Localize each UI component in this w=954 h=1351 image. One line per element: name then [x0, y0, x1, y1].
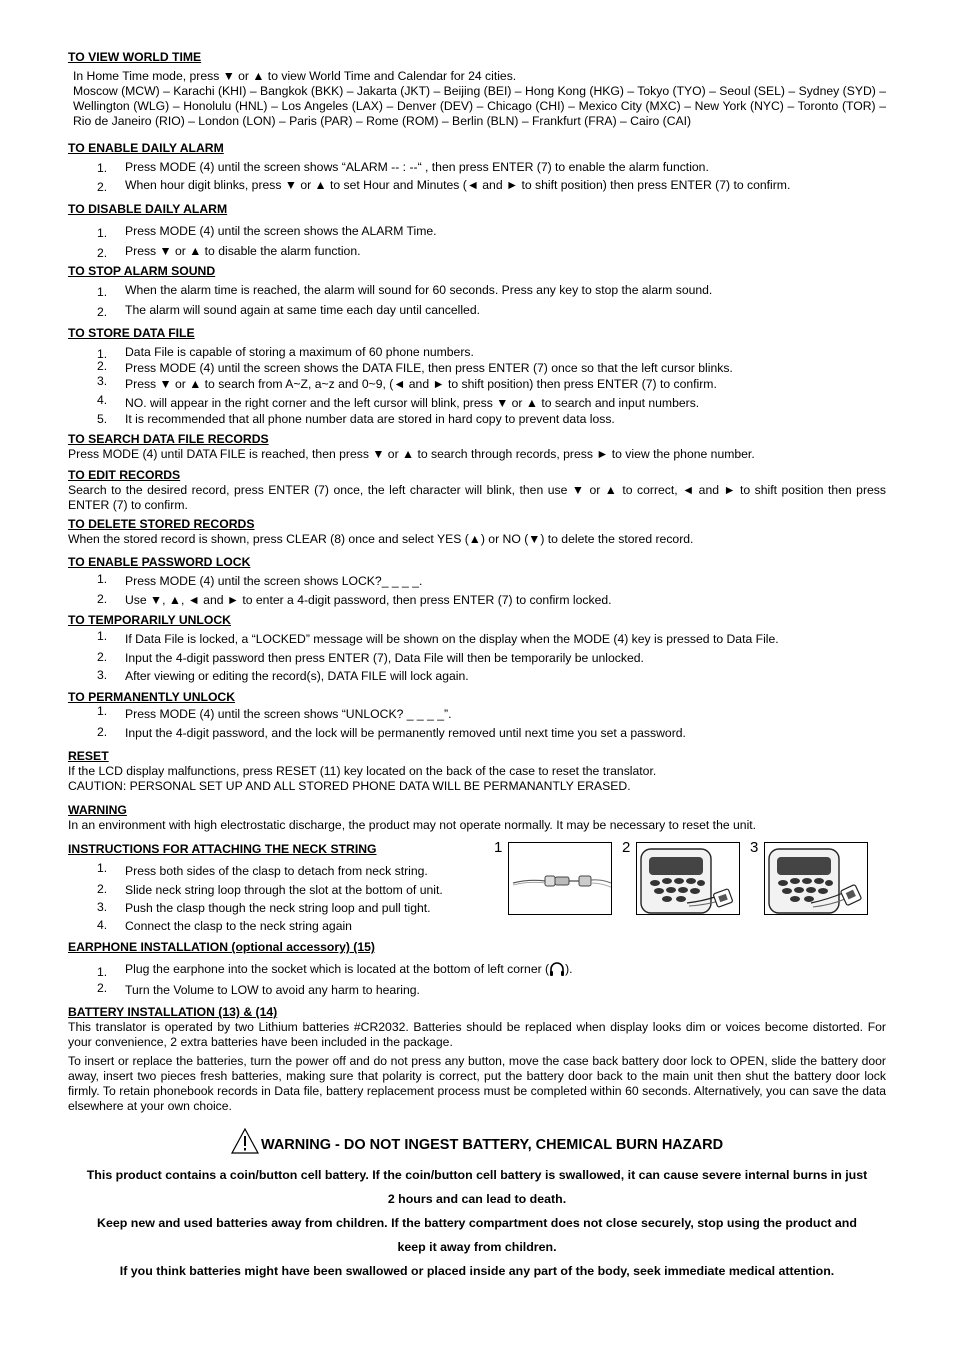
heading-neck-string: INSTRUCTIONS FOR ATTACHING THE NECK STRING [68, 842, 377, 856]
headphone-icon [549, 961, 565, 981]
section-stop-alarm [68, 264, 886, 318]
hazard-line-2: 2 hours and can lead to death. [387, 1192, 567, 1206]
world-time-intro: In Home Time mode, press ▼ or ▲ to view World Time and Calendar for 24 cities. [73, 69, 517, 83]
figure-3 [752, 840, 856, 913]
list-item: 5. It is recommended that all phone number data are stored in hard copy to prevent data loss. [97, 412, 615, 426]
list-item: 1. Press MODE (4) until the screen shows “UNLOCK? _ _ _ _”. [97, 704, 452, 721]
section-world-time [68, 50, 886, 129]
hazard-line-4: keep it away from children. [397, 1240, 557, 1254]
section-neck-string [68, 839, 886, 934]
list-item: 2. Slide neck string loop through the slot at the bottom of unit. [97, 882, 443, 897]
figure-2 [624, 840, 728, 913]
section-reset [68, 749, 886, 794]
battery-para-1: This translator is operated by two Lithium batteries #CR2032. Batteries should be replaced when display looks dim or voices become distorted. For your convenience, 2 extra batteries have been included in the package. [68, 1020, 886, 1049]
section-hazard [68, 1128, 886, 1283]
temp-unlock-steps [68, 631, 886, 684]
heading-enable-alarm: TO ENABLE DAILY ALARM [68, 141, 224, 155]
list-item: 1. Press MODE (4) until the screen shows the ALARM Time. [97, 224, 437, 240]
heading-store-data: TO STORE DATA FILE [68, 326, 195, 340]
list-item: 4. Connect the clasp to the neck string again [97, 918, 352, 933]
section-edit-records [68, 468, 886, 513]
delete-records-text: When the stored record is shown, press CLEAR (8) once and select YES (▲) or NO (▼) to delete the stored record. [68, 532, 694, 546]
list-item: 2. The alarm will sound again at same time each day until cancelled. [97, 303, 480, 319]
reset-text: If the LCD display malfunctions, press RESET (11) key located on the back of the case to reset the translator. [68, 764, 657, 778]
device-slot-illustration [637, 843, 740, 915]
section-warning [68, 803, 886, 833]
section-battery [68, 1005, 886, 1114]
section-search-records [68, 432, 886, 462]
neck-string-steps [68, 863, 508, 934]
neck-string-figures [494, 839, 886, 918]
hazard-title-row [68, 1128, 886, 1163]
search-records-text: Press MODE (4) until DATA FILE is reached, then press ▼ or ▲ to search through records, press ► to view the phone number. [68, 447, 755, 461]
list-item: 2. Press ▼ or ▲ to disable the alarm function. [97, 244, 361, 260]
section-earphone [68, 940, 886, 998]
stop-alarm-steps [68, 282, 886, 318]
battery-para-2: To insert or replace the batteries, turn the power off and do not press any button, move the case back battery door lock to OPEN, slide the battery door away, insert two pieces fresh batteries, making sure that polarity is correct, put the battery door back to the main unit then shut the battery door lock firmly. To retain phonebook records in Data file, battery replacement process must be completed within 60 seconds. Alternatively, you can save the data elsewhere at your own choice. [68, 1054, 886, 1113]
heading-earphone: EARPHONE INSTALLATION (optional accessory) (15) [68, 940, 375, 954]
list-item: 3. Push the clasp though the neck string loop and pull tight. [97, 900, 431, 915]
section-delete-records [68, 517, 886, 547]
list-item: 2. Input the 4-digit password then press ENTER (7), Data File will then be temporarily be unlocked. [97, 650, 644, 665]
heading-perm-unlock: TO PERMANENTLY UNLOCK [68, 690, 236, 704]
heading-battery: BATTERY INSTALLATION (13) & (14) [68, 1005, 278, 1019]
world-time-cities: Moscow (MCW) – Karachi (KHI) – Bangkok (BKK) – Jakarta (JKT) – Beijing (BEI) – Hong Kong (HKG) – Tokyo (TYO) – Seoul (SEL) – Sydney (SYD) – Wellington (WLG) – Honolulu (HNL) – Los Angeles (LAX) – Denver (DEV) – Chicago (CHI) – Mexico City (MXC) – New York (NYC) – Toronto (TOR) – Rio de Janeiro (RIO) – London (LON) – Paris (PAR) – Rome (ROM) – Berlin (BLN) – Frankfurt (FRA) – Cairo (CAI) [73, 84, 886, 128]
list-item: 3. Press ▼ or ▲ to search from A~Z, a~z and 0~9, (◄ and ► to shift position) then press ENTER (7) to confirm. [97, 374, 717, 391]
list-item: 2. Turn the Volume to LOW to avoid any harm to hearing. [97, 981, 420, 997]
reset-caution: CAUTION: PERSONAL SET UP AND ALL STORED PHONE DATA WILL BE PERMANANTLY ERASED. [68, 779, 631, 793]
hazard-title: WARNING - DO NOT INGEST BATTERY, CHEMICAL BURN HAZARD [260, 1137, 724, 1153]
hazard-line-1: This product contains a coin/button cell battery. If the coin/button cell battery is swallowed, it can cause severe internal burns in just [86, 1168, 868, 1182]
perm-unlock-steps [68, 706, 886, 741]
clasp-illustration [509, 843, 612, 915]
heading-stop-alarm: TO STOP ALARM SOUND [68, 264, 216, 278]
list-item: 2. Input the 4-digit password, and the lock will be permanently removed until next time you set a password. [97, 725, 686, 740]
list-item: 2. Press MODE (4) until the screen shows the DATA FILE, then press ENTER (7) once so that the left cursor blinks. [97, 359, 733, 375]
section-password-lock [68, 555, 886, 608]
device-clasp-illustration [765, 843, 868, 915]
earphone-steps [68, 961, 886, 998]
edit-records-text: Search to the desired record, press ENTER (7) once, the left character will blink, then use ▼ or ▲ to correct, ◄ and ► to shift position then press ENTER (7) to confirm. [68, 483, 886, 512]
section-enable-alarm [68, 141, 886, 193]
list-item: 1. Press both sides of the clasp to detach from neck string. [97, 861, 428, 878]
password-lock-steps [68, 573, 886, 608]
heading-world-time: TO VIEW WORLD TIME [68, 50, 202, 64]
list-item: 1. Press MODE (4) until the screen shows “ALARM -- : --“ , then press ENTER (7) to enable the alarm function. [97, 160, 709, 175]
list-item: 1. When the alarm time is reached, the alarm will sound for 60 seconds. Press any key to stop the alarm sound. [97, 283, 713, 299]
heading-delete-records: TO DELETE STORED RECORDS [68, 517, 255, 531]
figure-2-label: 2 [622, 839, 631, 856]
section-perm-unlock [68, 690, 886, 741]
heading-password-lock: TO ENABLE PASSWORD LOCK [68, 555, 251, 569]
heading-temp-unlock: TO TEMPORARILY UNLOCK [68, 613, 231, 627]
heading-disable-alarm: TO DISABLE DAILY ALARM [68, 202, 228, 216]
enable-alarm-steps [68, 158, 886, 193]
hazard-line-3: Keep new and used batteries away from children. If the battery compartment does not close securely, stop using the product and [97, 1216, 857, 1230]
list-item: 2. Use ▼, ▲, ◄ and ► to enter a 4-digit password, then press ENTER (7) to confirm locked. [97, 592, 612, 607]
section-disable-alarm [68, 202, 886, 259]
heading-search-records: TO SEARCH DATA FILE RECORDS [68, 432, 269, 446]
list-item: 4. NO. will appear in the right corner and the left cursor will blink, press ▼ or ▲ to search and input numbers. [97, 393, 700, 410]
warning-triangle-icon [231, 1128, 259, 1163]
list-item: 1. Data File is capable of storing a maximum of 60 phone numbers. [97, 345, 474, 361]
list-item: 1. Plug the earphone into the socket which is located at the bottom of left corner ( ). [97, 962, 573, 979]
section-store-data [68, 326, 886, 427]
heading-warning: WARNING [68, 803, 127, 817]
manual-page [68, 50, 886, 1283]
section-temp-unlock [68, 613, 886, 684]
list-item: 3. After viewing or editing the record(s), DATA FILE will lock again. [97, 668, 469, 683]
list-item: 1. Press MODE (4) until the screen shows LOCK?_ _ _ _. [97, 572, 423, 588]
warning-text: In an environment with high electrostatic discharge, the product may not operate normally. It may be necessary to reset the unit. [68, 818, 757, 832]
heading-reset: RESET [68, 749, 109, 763]
hazard-line-5: If you think batteries might have been swallowed or placed inside any part of the body, seek immediate medical attention. [119, 1264, 835, 1278]
figure-1-label: 1 [494, 839, 503, 856]
figure-1 [496, 840, 600, 913]
heading-edit-records: TO EDIT RECORDS [68, 468, 181, 482]
figure-3-label: 3 [750, 839, 759, 856]
disable-alarm-steps [68, 223, 886, 259]
neck-string-instructions [68, 839, 508, 934]
list-item: 1. If Data File is locked, a “LOCKED” message will be shown on the display when the MODE (4) key is pressed to Data File. [97, 629, 779, 646]
list-item: 2. When hour digit blinks, press ▼ or ▲ to set Hour and Minutes (◄ and ► to shift position) then press ENTER (7) to confirm. [97, 178, 791, 194]
store-data-steps [68, 344, 886, 427]
